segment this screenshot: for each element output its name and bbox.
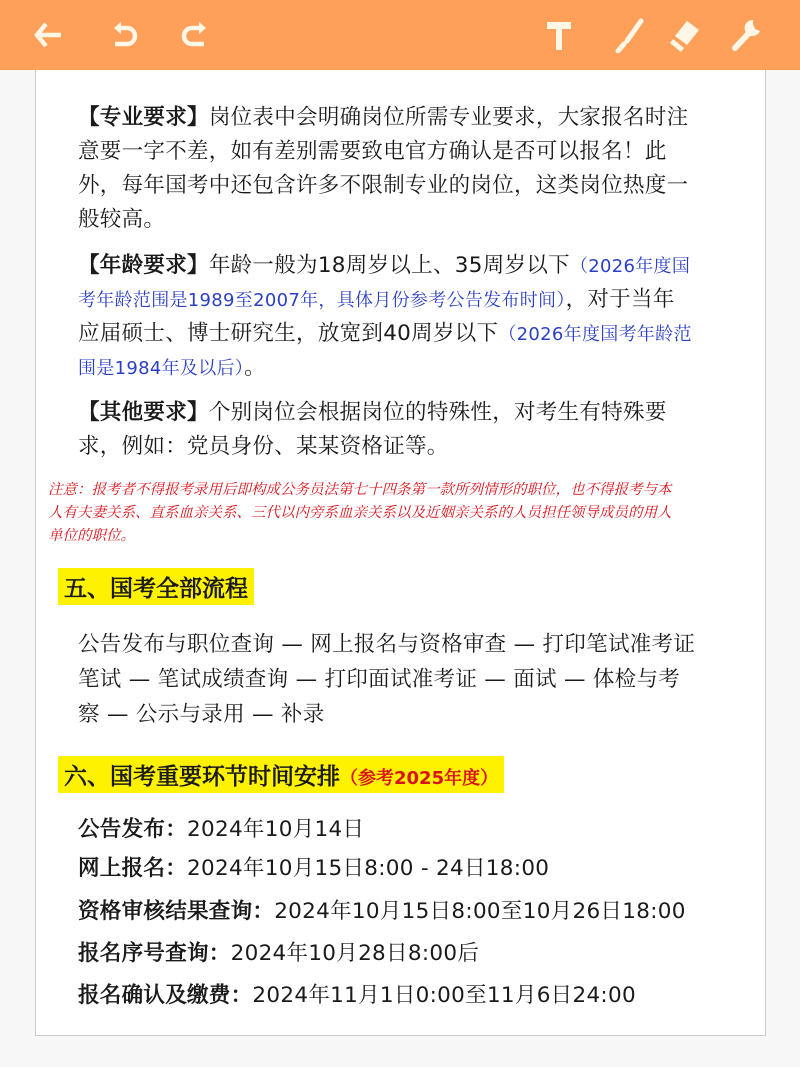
text-segment: （2026年度国考年龄范 xyxy=(498,324,692,345)
text-segment: 【其他要求】 xyxy=(78,400,209,425)
schedule-value: 2024年10月15日8:00至10月26日18:00 xyxy=(274,899,686,924)
section-heading-6 xyxy=(58,756,504,793)
text-segment: 意要一字不差，如有差别需要致电官方确认是否可以报名！此 xyxy=(78,139,667,164)
text-line xyxy=(78,100,688,131)
schedule-label: 报名确认及缴费： xyxy=(78,983,253,1008)
section-subtitle: （参考2025年度） xyxy=(340,768,499,789)
text-segment: （2026年度国 xyxy=(569,256,691,277)
text-line xyxy=(78,168,688,199)
schedule-label: 网上报名： xyxy=(78,856,188,881)
wrench-icon[interactable] xyxy=(726,14,768,56)
schedule-label: 报名序号查询： xyxy=(78,941,231,966)
flow-line: 笔试 — 笔试成绩查询 — 打印面试准考证 — 面试 — 体检与考 xyxy=(78,667,681,692)
schedule-label: 公告发布： xyxy=(78,817,188,842)
schedule-value: 2024年10月14日 xyxy=(187,817,365,842)
text-line xyxy=(78,248,690,279)
text-segment: 个别岗位会根据岗位的特殊性，对考生有特殊要 xyxy=(208,400,667,425)
note-line: 人有夫妻关系、直系血亲关系、三代以内旁系血亲关系以及近姻亲关系的人员担任领导成员的用人 xyxy=(48,505,672,521)
text-segment: 【专业要求】 xyxy=(78,105,209,130)
text-line xyxy=(78,429,449,460)
text-segment: 。 xyxy=(244,355,266,380)
eraser-icon[interactable] xyxy=(664,14,706,56)
text-icon[interactable] xyxy=(538,14,580,56)
schedule-value: 2024年10月28日8:00后 xyxy=(230,941,480,966)
text-segment: 求，例如：党员身份、某某资格证等。 xyxy=(78,434,449,459)
text-segment: 考年龄范围是1989至2007年，具体月份参考公告发布时间） xyxy=(78,290,566,311)
schedule-item xyxy=(78,894,686,925)
back-arrow-icon[interactable] xyxy=(27,14,69,56)
section-heading-5 xyxy=(58,568,254,605)
brush-icon[interactable] xyxy=(608,14,650,56)
section-title: 五、国考全部流程 xyxy=(64,576,248,602)
text-segment: 外，每年国考中还包含许多不限制专业的岗位，这类岗位热度一 xyxy=(78,173,689,198)
text-line xyxy=(78,395,667,426)
schedule-value: 2024年10月15日8:00 - 24日18:00 xyxy=(187,856,550,881)
text-segment: 岗位表中会明确岗位所需专业要求，大家报名时注 xyxy=(208,105,689,130)
schedule-item xyxy=(78,978,636,1009)
redo-icon[interactable] xyxy=(174,14,216,56)
schedule-label: 资格审核结果查询： xyxy=(78,899,275,924)
note-line: 单位的职位。 xyxy=(48,528,135,544)
text-line xyxy=(78,316,692,347)
text-line xyxy=(78,282,675,313)
text-segment: ，对于当年 xyxy=(565,287,675,312)
schedule-item xyxy=(78,936,479,967)
toolbar xyxy=(0,0,800,70)
text-line xyxy=(78,350,266,381)
note-line: 注意：报考者不得报考录用后即构成公务员法第七十四条第一款所列情形的职位，也不得报考与本 xyxy=(48,482,672,498)
flow-line: 公告发布与职位查询 — 网上报名与资格审查 — 打印笔试准考证 xyxy=(78,632,696,657)
schedule-item xyxy=(78,851,549,882)
schedule-value: 2024年11月1日0:00至11月6日24:00 xyxy=(252,983,636,1008)
schedule-item xyxy=(78,812,364,843)
text-segment: 年龄一般为18周岁以上、35周岁以下 xyxy=(208,253,570,278)
text-segment: 应届硕士、博士研究生，放宽到40周岁以下 xyxy=(78,321,499,346)
text-line xyxy=(78,202,165,233)
text-segment: 围是1984年及以后） xyxy=(78,358,245,379)
text-segment: 【年龄要求】 xyxy=(78,253,209,278)
text-segment: 般较高。 xyxy=(78,207,166,232)
flow-line: 察 — 公示与录用 — 补录 xyxy=(78,702,325,727)
undo-icon[interactable] xyxy=(103,14,145,56)
text-line xyxy=(78,134,667,165)
section-title: 六、国考重要环节时间安排 xyxy=(64,764,340,790)
